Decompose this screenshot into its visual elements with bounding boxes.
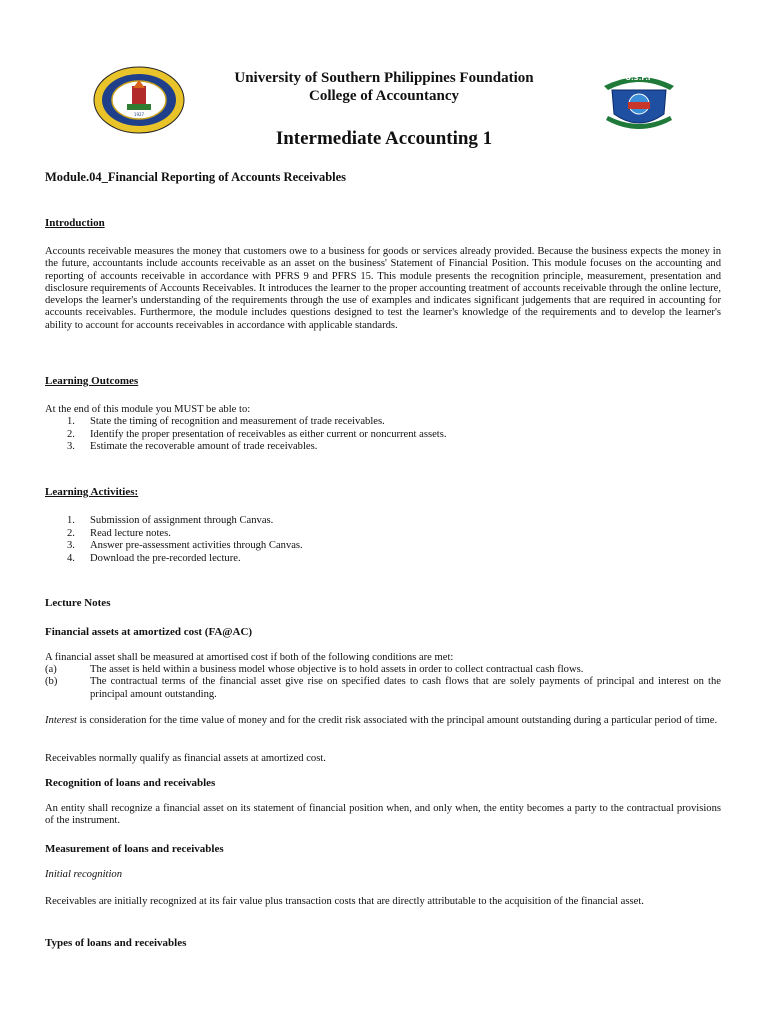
learning-outcomes-heading: Learning Outcomes xyxy=(45,375,139,387)
list-item: (a) The asset is held within a business model whose objective is to hold assets in order to collect contractual cash flows. xyxy=(45,664,584,675)
learning-outcomes-intro: At the end of this module you MUST be able to: xyxy=(45,404,251,415)
list-item: 2. Identify the proper presentation of receivables as either current or noncurrent assets. xyxy=(67,428,447,440)
list-item: 3. Estimate the recoverable amount of trade receivables. xyxy=(67,441,318,453)
introduction-paragraph: Accounts receivable measures the money that customers owe to a business for goods or services already provided. Because the business expects the money in the future, accountants include accounts receivable as an asset on the business' Statement of Financial Position. This module focuses on the accounting and reporting of accounts receivable in accordance with PFRS 9 and PFRS 15. This module presents the recognition principle, measurement, presentation and disclosure requirements of Accounts Receivables. It introduces the learner to the proper accounting treatment of accounts receivable through the online lecture, develops the learner's understanding of the requirements through the use of examples and indicates significant judgements that are required in accounting for accounts receivables. Furthermore, the module includes questions designed to test the learner's knowledge of the requirements and to develop the learner's ability to account for accounts receivables in accordance with applicable standards. xyxy=(45,246,721,331)
module-title: Module.04_Financial Reporting of Accounts Receivables xyxy=(45,170,347,184)
initial-recognition-paragraph: Receivables are initially recognized at its fair value plus transaction costs that are directly attributable to the acquisition of the financial asset. xyxy=(45,896,644,907)
interest-paragraph: Interest is consideration for the time value of money and for the credit risk associated with the principal amount outstanding during a particular period of time. xyxy=(45,715,718,726)
measurement-heading: Measurement of loans and receivables xyxy=(45,843,224,855)
svg-text:1927: 1927 xyxy=(133,112,145,117)
course-title: Intermediate Accounting 1 xyxy=(275,128,493,149)
college-name: College of Accountancy xyxy=(309,88,459,104)
recognition-paragraph: An entity shall recognize a financial asset on its statement of financial position when, and only when, the entity becomes a party to the contractual provisions of the instrument. xyxy=(45,803,721,827)
receivables-paragraph: Receivables normally qualify as financial assets at amortized cost. xyxy=(45,753,326,764)
list-item: 1. State the timing of recognition and measurement of trade receivables. xyxy=(67,416,385,427)
interest-term: Interest xyxy=(45,715,77,726)
initial-recognition-subheading: Initial recognition xyxy=(45,869,122,880)
lecture-notes-heading: Lecture Notes xyxy=(45,597,111,609)
learning-activities-list xyxy=(45,515,721,565)
introduction-heading: Introduction xyxy=(45,217,105,229)
fa-ac-heading: Financial assets at amortized cost (FA@AC) xyxy=(45,626,253,638)
recognition-heading: Recognition of loans and receivables xyxy=(45,777,216,789)
types-heading: Types of loans and receivables xyxy=(45,937,187,949)
list-item: 3. Answer pre-assessment activities through Canvas. xyxy=(67,540,303,552)
learning-outcomes-list xyxy=(45,416,721,454)
list-item: 2. Read lecture notes. xyxy=(67,527,171,539)
conditions-list xyxy=(45,664,721,701)
list-item: 4. Download the pre-recorded lecture. xyxy=(67,552,241,564)
svg-text:U.S.P.F: U.S.P.F xyxy=(625,74,653,82)
list-item: 1. Submission of assignment through Canvas. xyxy=(67,515,274,526)
university-name: University of Southern Philippines Foundation xyxy=(234,70,534,86)
learning-activities-heading: Learning Activities: xyxy=(45,486,139,498)
list-item: (b) The contractual terms of the financial asset give rise on specified dates to cash flows that are solely payments of principal and interest on the principal amount outstanding. xyxy=(45,676,721,700)
fa-ac-intro: A financial asset shall be measured at amortised cost if both of the following conditions are met: xyxy=(45,652,454,663)
